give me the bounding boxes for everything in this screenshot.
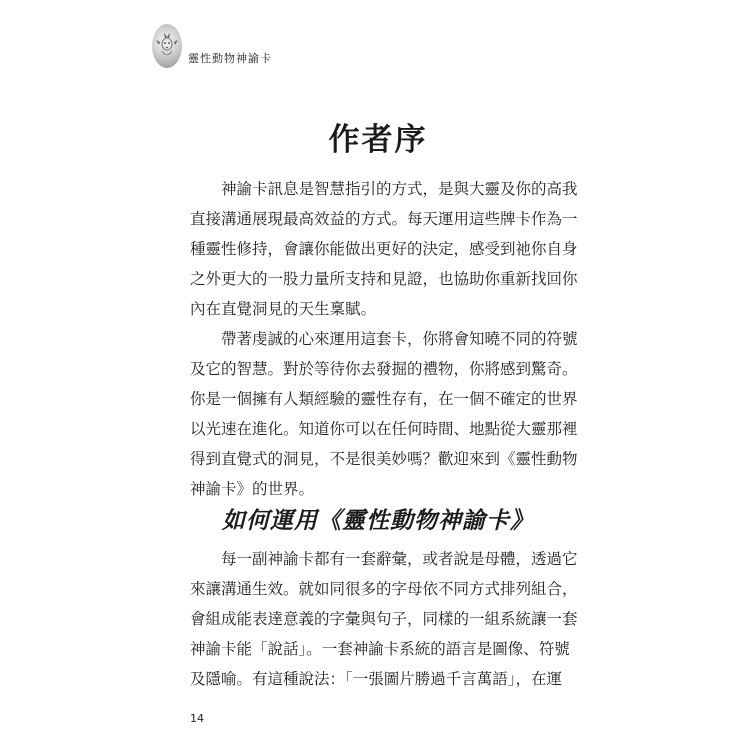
section-heading: 如何運用《靈性動物神諭卡》 xyxy=(222,508,534,534)
text-line: 神諭卡》的世界。 xyxy=(190,480,315,498)
preface-heading: 作者序 xyxy=(328,122,428,158)
text-line: 每一副神諭卡都有一套辭彙，或者說是母體，透過它 xyxy=(221,550,578,568)
text-line: 及它的智慧。對於等待你去發掘的禮物，你將感到驚奇。 xyxy=(190,360,578,378)
text-line: 帶著虔誠的心來運用這套卡，你將會知曉不同的符號 xyxy=(221,330,578,348)
text-line: 來讓溝通生效。就如同很多的字母依不同方式排列組合， xyxy=(190,580,578,598)
animal-emblem-icon xyxy=(152,24,182,68)
text-line: 種靈性修持，會讓你能做出更好的決定，感受到祂你自身 xyxy=(190,240,578,258)
book-title-header: 靈性動物神諭卡 xyxy=(188,52,272,65)
text-line: 及隱喻。有這種說法：「一張圖片勝過千言萬語」，在運 xyxy=(190,670,563,688)
text-line: 會組成能表達意義的字彙與句子，同樣的一組系統讓一套 xyxy=(190,610,578,628)
text-line: 神諭卡能「說話」。一套神諭卡系統的語言是圖像、符號 xyxy=(190,640,570,658)
text-line: 得到直覺式的洞見，不是很美妙嗎？歡迎來到《靈性動物 xyxy=(190,450,578,468)
page-number: 14 xyxy=(190,712,204,725)
text-line: 你是一個擁有人類經驗的靈性存有，在一個不確定的世界 xyxy=(190,390,578,408)
text-line: 以光速在進化。知道你可以在任何時間、地點從大靈那裡 xyxy=(190,420,578,438)
text-line: 神諭卡訊息是智慧指引的方式，是與大靈及你的高我 xyxy=(221,180,578,198)
text-line: 內在直覺洞見的天生稟賦。 xyxy=(190,300,377,318)
text-line: 之外更大的一股力量所支持和見證，也協助你重新找回你 xyxy=(190,270,578,288)
running-header xyxy=(152,24,412,68)
text-line: 直接溝通展現最高效益的方式。每天運用這些牌卡作為一 xyxy=(190,210,578,228)
